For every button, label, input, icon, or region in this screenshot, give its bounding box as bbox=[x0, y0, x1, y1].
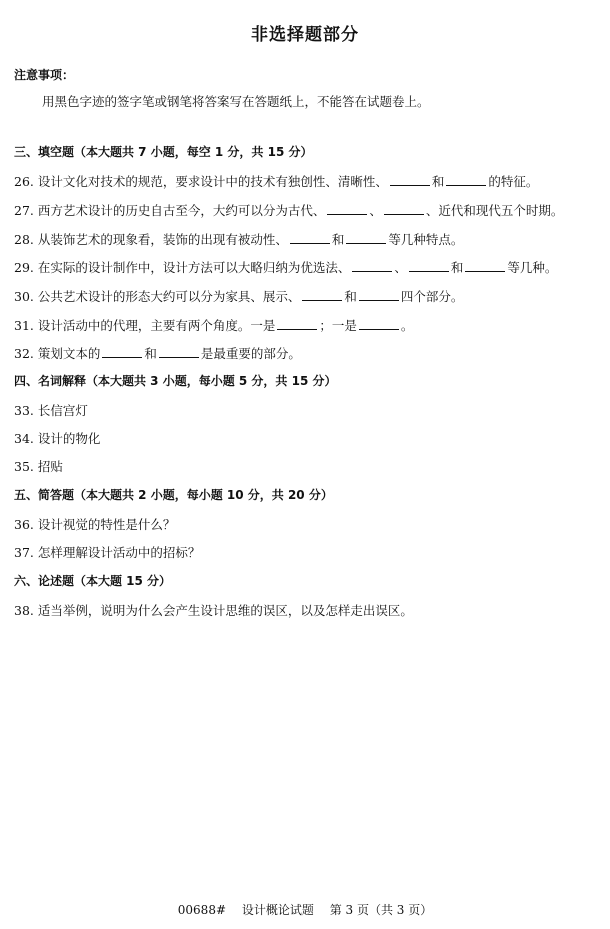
q26-text-b: 和 bbox=[431, 174, 445, 189]
q31-text-a: 31. 设计活动中的代理，主要有两个角度。一是 bbox=[14, 318, 276, 333]
q28-text-b: 和 bbox=[331, 232, 345, 247]
question-34: 34. 设计的物化 bbox=[14, 431, 101, 446]
q29-text-c: 和 bbox=[450, 260, 464, 275]
q28-text-c: 等几种特点。 bbox=[388, 232, 464, 247]
q30-text-c: 四个部分。 bbox=[400, 289, 464, 304]
question-26 bbox=[14, 172, 538, 190]
q32-text-a: 32. 策划文本的 bbox=[14, 346, 101, 361]
q29-text-b: 、 bbox=[394, 260, 407, 275]
answer-blank bbox=[465, 260, 505, 272]
answer-blank bbox=[409, 260, 449, 272]
section-5-heading: 五、简答题（本大题共 2 小题，每小题 10 分，共 20 分） bbox=[14, 488, 333, 502]
q29-text-d: 等几种。 bbox=[507, 260, 558, 275]
answer-blank bbox=[359, 289, 399, 301]
q27-text-a: 27. 西方艺术设计的历史自古至今，大约可以分为古代、 bbox=[14, 203, 326, 218]
q31-text-b: ；一是 bbox=[319, 318, 357, 333]
answer-blank bbox=[159, 346, 199, 358]
q32-text-b: 和 bbox=[144, 346, 157, 361]
page-title: 非选择题部分 bbox=[251, 25, 359, 45]
question-36: 36. 设计视觉的特性是什么？ bbox=[14, 517, 176, 532]
footer-code: 00688# bbox=[177, 903, 227, 917]
question-32 bbox=[14, 344, 301, 362]
q31-text-c: 。 bbox=[400, 318, 414, 333]
q32-text-c: 是最重要的部分。 bbox=[200, 346, 301, 361]
question-37: 37. 怎样理解设计活动中的招标？ bbox=[14, 545, 201, 560]
answer-blank bbox=[346, 232, 386, 244]
question-29 bbox=[14, 258, 557, 276]
q27-text-b: 、 bbox=[369, 203, 382, 218]
section-4-heading: 四、名词解释（本大题共 3 小题，每小题 5 分，共 15 分） bbox=[14, 374, 337, 388]
footer-page: 第 3 页（共 3 页） bbox=[329, 903, 433, 917]
answer-blank bbox=[277, 318, 317, 330]
section-6-heading: 六、论述题（本大题 15 分） bbox=[14, 574, 172, 588]
question-28 bbox=[14, 230, 463, 248]
answer-blank bbox=[359, 318, 399, 330]
notice-text: 用黑色字迹的签字笔或钢笔将答案写在答题纸上，不能答在试题卷上。 bbox=[42, 94, 430, 109]
question-30 bbox=[14, 287, 463, 305]
question-33: 33. 长信宫灯 bbox=[14, 403, 88, 418]
footer-name: 设计概论试题 bbox=[241, 903, 314, 917]
answer-blank bbox=[390, 174, 430, 186]
q29-text-a: 29. 在实际的设计制作中，设计方法可以大略归纳为优选法、 bbox=[14, 260, 351, 275]
notice-heading: 注意事项： bbox=[14, 68, 75, 82]
question-31 bbox=[14, 316, 413, 334]
answer-blank bbox=[384, 203, 424, 215]
q28-text-a: 28. 从装饰艺术的现象看，装饰的出现有被动性、 bbox=[14, 232, 288, 247]
q26-text-a: 26. 设计文化对技术的规范，要求设计中的技术有独创性、清晰性、 bbox=[14, 174, 388, 189]
q27-text-c: 、近代和现代五个时期。 bbox=[425, 203, 564, 218]
q30-text-b: 和 bbox=[344, 289, 357, 304]
question-38: 38. 适当举例，说明为什么会产生设计思维的误区，以及怎样走出误区。 bbox=[14, 603, 413, 618]
question-35: 35. 招贴 bbox=[14, 459, 63, 474]
answer-blank bbox=[102, 346, 142, 358]
answer-blank bbox=[327, 203, 367, 215]
answer-blank bbox=[290, 232, 330, 244]
answer-blank bbox=[446, 174, 486, 186]
answer-blank bbox=[352, 260, 392, 272]
q26-text-c: 的特征。 bbox=[488, 174, 539, 189]
section-3-heading: 三、填空题（本大题共 7 小题，每空 1 分，共 15 分） bbox=[14, 145, 313, 159]
question-27 bbox=[14, 201, 563, 219]
q30-text-a: 30. 公共艺术设计的形态大约可以分为家具、展示、 bbox=[14, 289, 301, 304]
answer-blank bbox=[302, 289, 342, 301]
page-footer bbox=[0, 901, 610, 918]
